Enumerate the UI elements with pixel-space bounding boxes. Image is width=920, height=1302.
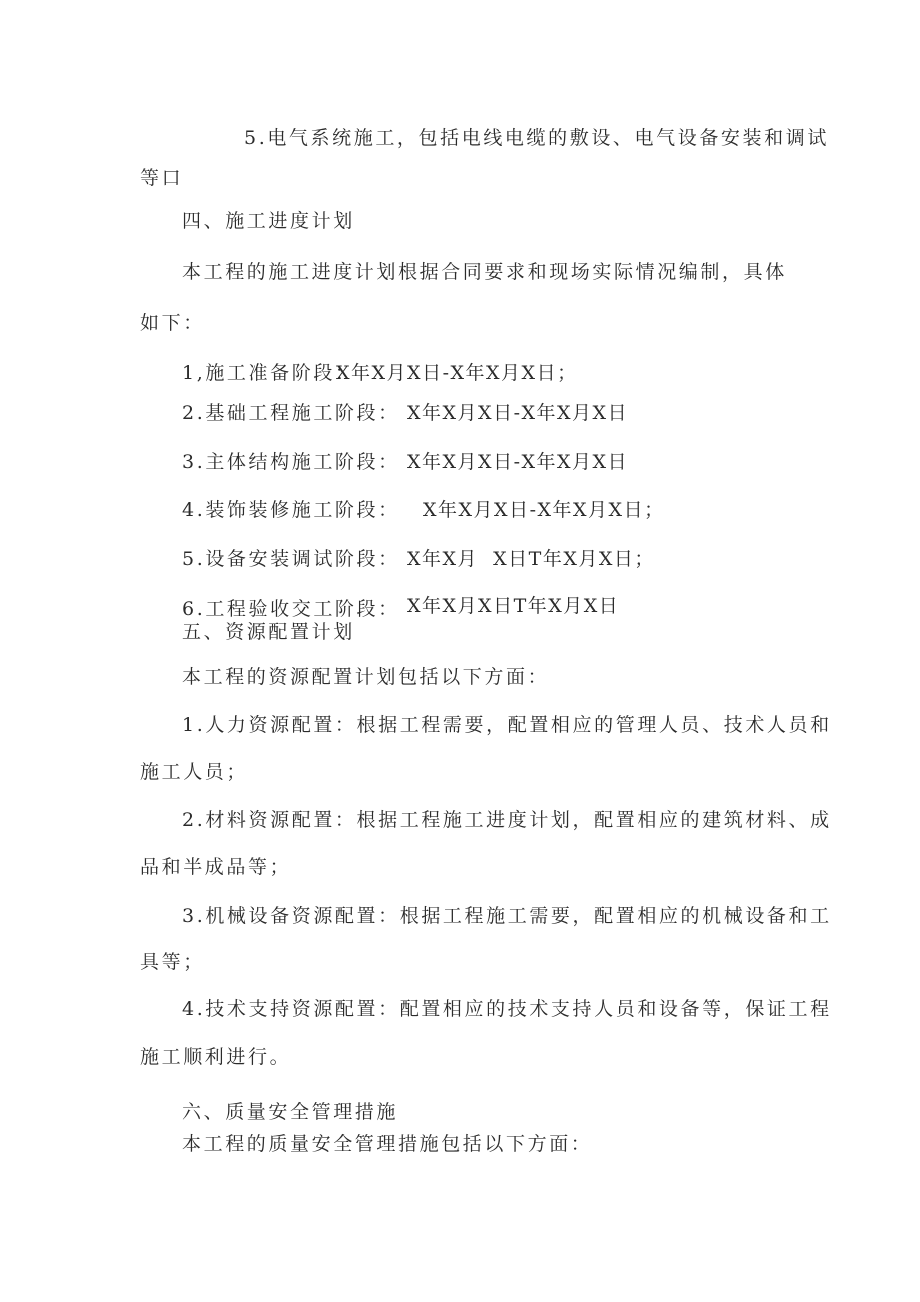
resource-item-2-cont: 品和半成品等； — [140, 856, 292, 878]
schedule-item-4-dates: X年X月X日-X年X月X日； — [423, 499, 665, 521]
schedule-item-2: 2.基础工程施工阶段： — [182, 402, 400, 424]
paragraph-line: 本工程的施工进度计划根据合同要求和现场实际情况编制，具体 — [182, 261, 787, 283]
section-heading: 四、施工进度计划 — [182, 210, 355, 232]
section-heading: 六、质量安全管理措施 — [182, 1101, 399, 1123]
resource-item-3: 3.机械设备资源配置：根据工程施工需要，配置相应的机械设备和工 — [182, 905, 832, 927]
schedule-item-3: 3.主体结构施工阶段： — [182, 451, 400, 473]
schedule-item-2-dates: X年X月X日-X年X月X日 — [407, 402, 629, 424]
resource-item-2: 2.材料资源配置：根据工程施工进度计划，配置相应的建筑材料、成 — [182, 809, 832, 831]
paragraph-line: 本工程的质量安全管理措施包括以下方面： — [182, 1133, 593, 1155]
schedule-item-6: 6.工程验收交工阶段： — [182, 598, 400, 620]
text-line: 等口 — [140, 167, 184, 189]
paragraph-line: 如下： — [140, 312, 205, 334]
resource-item-1-cont: 施工人员； — [140, 761, 249, 783]
resource-item-1: 1.人力资源配置：根据工程需要，配置相应的管理人员、技术人员和 — [182, 714, 832, 736]
schedule-item-1-dates: X年X月X日-X年X月X日； — [336, 362, 578, 384]
schedule-item-5: 5.设备安装调试阶段： — [182, 548, 400, 570]
schedule-item-4: 4.装饰装修施工阶段： — [182, 499, 400, 521]
resource-item-3-cont: 具等； — [140, 951, 205, 973]
schedule-item-3-dates: X年X月X日-X年X月X日 — [407, 451, 629, 473]
schedule-item-1: 1,施工准备阶段： — [182, 362, 357, 384]
text-line: 5.电气系统施工，包括电线电缆的敷设、电气设备安装和调试 — [244, 127, 829, 149]
resource-item-4-cont: 施工顺利进行。 — [140, 1046, 292, 1068]
resource-item-4: 4.技术支持资源配置：配置相应的技术支持人员和设备等，保证工程 — [182, 998, 832, 1020]
schedule-item-6-dates: X年X月X日T年X月X日 — [407, 595, 620, 617]
schedule-item-5-dates: X年X月 X日T年X月X日； — [407, 548, 655, 570]
section-heading: 五、资源配置计划 — [182, 621, 355, 643]
paragraph-line: 本工程的资源配置计划包括以下方面： — [182, 666, 550, 688]
